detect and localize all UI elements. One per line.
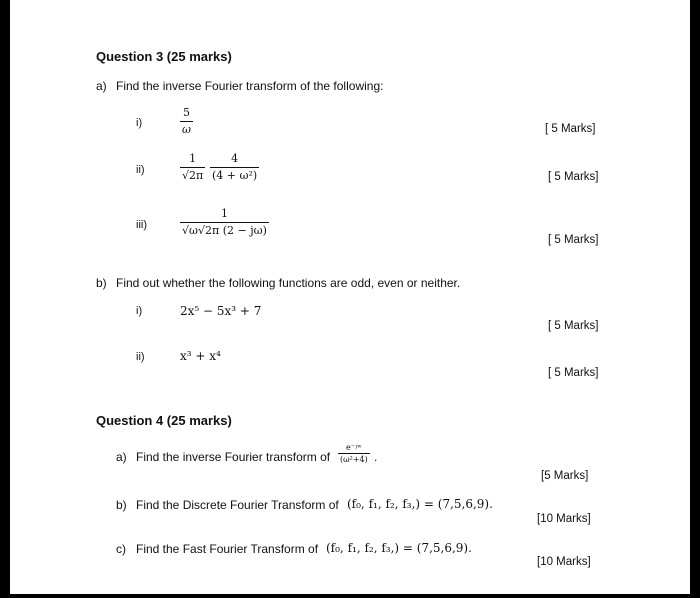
q3a-item-iii-numerator: 1 — [220, 207, 228, 220]
q4-item-a-fraction — [338, 443, 370, 464]
left-frame-border — [0, 0, 10, 598]
q3b-item-i-label: i) — [136, 305, 143, 317]
q4-item-a-numerator: e⁻ʲʷ — [346, 443, 362, 452]
q3b-item-i-marks: [ 5 Marks] — [548, 320, 599, 332]
q3a-item-i-marks: [ 5 Marks] — [545, 123, 596, 135]
question-3-title: Question 3 (25 marks) — [96, 49, 232, 64]
q3a-item-ii-frac2-denominator: (4 + ω²) — [212, 169, 258, 182]
q4-item-b-math: (f₀, f₁, f₂, f₃,) = (7,5,6,9). — [347, 497, 493, 511]
q4-item-c-text: Find the Fast Fourier Transform of — [136, 542, 319, 556]
q3-part-b-text: Find out whether the following functions are odd, even or neither. — [116, 276, 461, 290]
q3a-item-ii-marks: [ 5 Marks] — [548, 171, 599, 183]
fraction-bar — [338, 453, 370, 454]
q4-item-a-text: Find the inverse Fourier transform of — [136, 450, 331, 464]
q3a-item-iii-fraction — [180, 207, 269, 237]
q3a-item-i-numerator: 5 — [182, 106, 190, 119]
q3-part-a-text: Find the inverse Fourier transform of the following: — [116, 79, 384, 93]
fraction-bar — [210, 167, 259, 168]
q4-item-b-text: Find the Discrete Fourier Transform of — [136, 498, 339, 512]
q3a-item-ii-fraction-1 — [180, 152, 205, 182]
q4-item-a-denominator: (ω²+4) — [340, 455, 368, 464]
q3a-item-i-fraction — [180, 106, 193, 136]
q3b-item-ii-expression: x³ + x⁴ — [180, 349, 221, 363]
q4-item-a-label: a) — [116, 450, 127, 464]
q4-item-a-marks: [5 Marks] — [541, 470, 589, 482]
q3a-item-ii-label: ii) — [136, 164, 145, 176]
bottom-frame-border — [0, 594, 700, 598]
q4-item-c-marks: [10 Marks] — [537, 556, 591, 568]
q3a-item-ii-frac2-numerator: 4 — [231, 152, 239, 165]
q3b-item-ii-marks: [ 5 Marks] — [548, 367, 599, 379]
right-frame-border — [690, 0, 700, 598]
q4-item-c-label: c) — [116, 542, 126, 556]
q3a-item-ii-frac1-numerator: 1 — [189, 152, 197, 165]
q3a-item-iii-denominator: √ω√2π (2 − jω) — [182, 224, 267, 237]
q3a-item-ii-frac1-denominator: √2π — [182, 169, 204, 182]
q3-part-a-label: a) — [96, 79, 107, 93]
q4-item-a-suffix: . — [374, 450, 378, 464]
fraction-bar — [180, 121, 193, 122]
q3a-item-iii-label: iii) — [136, 219, 147, 231]
q4-item-b-label: b) — [116, 498, 127, 512]
q3a-item-ii-fraction-2 — [210, 152, 259, 182]
q3b-item-ii-label: ii) — [136, 351, 145, 363]
q3a-item-iii-marks: [ 5 Marks] — [548, 234, 599, 246]
question-4-title: Question 4 (25 marks) — [96, 413, 232, 428]
q3b-item-i-expression: 2x⁵ − 5x³ + 7 — [180, 304, 262, 318]
q4-item-c-math: (f₀, f₁, f₂, f₃,) = (7,5,6,9). — [326, 541, 472, 555]
q4-item-b-marks: [10 Marks] — [537, 513, 591, 525]
fraction-bar — [180, 222, 269, 223]
q3a-item-i-label: i) — [136, 117, 143, 129]
q3-part-b-label: b) — [96, 276, 107, 290]
q3a-item-i-denominator: ω — [182, 123, 191, 136]
fraction-bar — [180, 167, 205, 168]
